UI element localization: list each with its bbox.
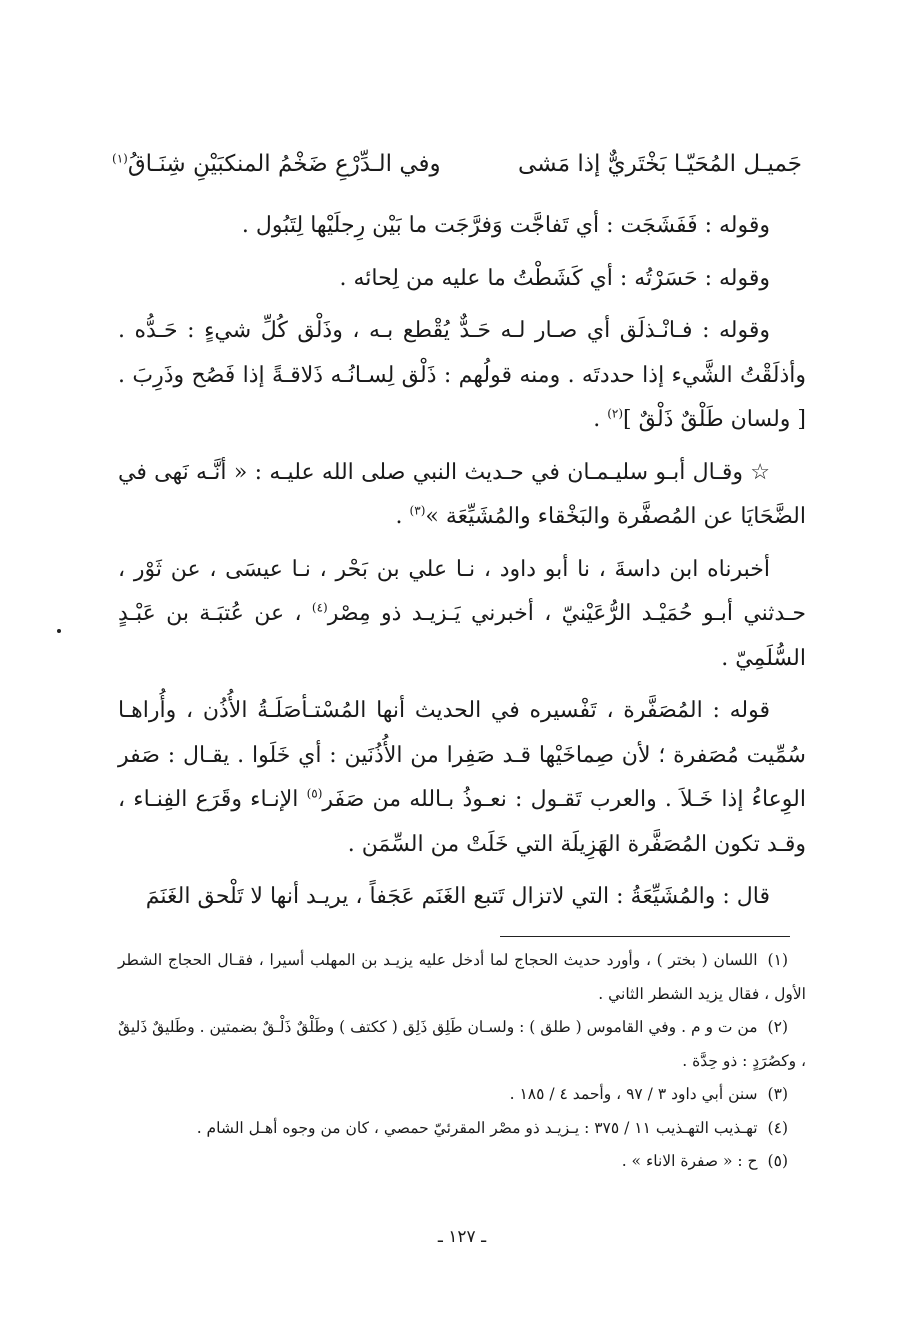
- footnote-ref: (٢): [607, 406, 624, 421]
- footnote-text: ح : « صفرة الاناء » .: [621, 1152, 758, 1170]
- footnote-separator: [500, 936, 790, 937]
- footnote-text: اللسان ( بختر ) ، وأورد حديث الحجاج لما أدخل عليه يزيـد بن المهلب أسيرا ، فقـال الحجاج الشطر الأول ، فقال يزيد الشطر الثاني .: [118, 951, 806, 1003]
- footnote-ref: (٣): [409, 503, 426, 518]
- verse-first-hemistich: جَميـل المُحَيّـا بَخْتَريٌّ إذا مَشى: [518, 151, 802, 177]
- footnote: [118, 1112, 806, 1146]
- paragraph: وقوله : حَسَرْتُه : أي كَشَطْتُ ما عليه من لِحائه .: [339, 265, 770, 291]
- footnote: [118, 1145, 806, 1179]
- paragraph: وقوله : فَفَشَجَت : أي تَفاجَّت وَفرَّجَت ما بَيْن رِجلَيْها لِتَبُول .: [241, 213, 770, 238]
- paragraph-text: قوله : المُصَفَّرة ، تَفْسيره في الحديث أنها المُسْتـأصَلَـةُ الأُذُن ، وأُراهـا سُمِّيت مُصَفرة ؛ لأن صِماخَيْها قـد صَفِرا من الأُذُنَين : أي خَلَوا . يقـال : صَفر الوِعاءُ إذا خَـلاَ . والعرب تَقـول : نعـوذُ بـالله من صَفَر: [118, 698, 806, 812]
- footnote-text: من ت و م . وفي القاموس ( طلق ) : ولسـان طَلِق ذَلِق ( ككتف ) وطَلْقٌ ذَلْـقٌ بضمتين . وطَليقٌ ذَليقٌ ، وكصُرَدٍ : ذو حِدَّة .: [118, 1018, 806, 1070]
- footnote-number: (١): [767, 951, 788, 969]
- page-number: ـ ١٢٧ ـ: [437, 1227, 487, 1247]
- footnote-text: تهـذيب التهـذيب ١١ / ٣٧٥ : يـزيـد ذو مصْر المقرئيّ حمصي ، كان من وجوه أهـل الشام .: [196, 1118, 758, 1137]
- paragraph-text: الإنـاء وقَرَع الفِنـاء ، وقـد تكون المُصَفَّرة الهَزِيلَة التي خَلَتْ من السِّمَن .: [118, 787, 806, 857]
- paragraph: [118, 309, 806, 443]
- margin-mark: [57, 629, 61, 633]
- paragraph: [118, 548, 806, 682]
- footnote: [118, 944, 806, 1011]
- paragraph-text: أخبرناه ابن داسةَ ، نا أبو داود ، نـا علي بن بَحْر ، نـا عيسَى ، عن ثَوْر ، حـدثني أبـو حُمَيْـد الرُّعَيْنيّ ، أخبرني يَـزيـد ذو مِصْر: [118, 556, 807, 626]
- verse-second-hemistich-text: وفي الـدِّرْعِ ضَخْمُ المنكبَيْنِ شِنَـاقُ: [127, 151, 441, 177]
- paragraph-end: .: [395, 504, 410, 529]
- paragraph: [118, 689, 806, 867]
- footnote-number: (٤): [767, 1118, 788, 1137]
- footnote-number: (٢): [767, 1018, 788, 1036]
- paragraph-text: ، عن عُتبَـة بن عَبْـدٍ السُّلَمِيّ .: [118, 601, 806, 671]
- paragraph-end: .: [593, 407, 608, 432]
- footnote-ref: (١): [112, 151, 128, 166]
- footnote-ref: (٤): [311, 600, 328, 615]
- footnote: [118, 1011, 806, 1078]
- footnote-number: (٥): [767, 1152, 788, 1170]
- paragraph: [118, 451, 806, 540]
- main-text: [118, 204, 806, 920]
- paragraph: قال : والمُشَيِّعَةُ : التي لاتزال تَتبع الغَنَم عَجَفاً ، يريـد أنها لا تَلْحق الغَنَمَ: [145, 884, 770, 909]
- paragraph-text: وقوله : فـانْـذلَق أي صـار لـه حَـدٌّ يُقْطع بـه ، وذَلْق كُلِّ شيءٍ : حَـدُّه . وأذلَقْتُ الشَّيء إذا حددتَه . ومنه قولُهم : ذَلْق لِسـانُـه ذَلاقـةً إذا فَصُح وذَرِبَ . [ ولسان طَلْقٌ ذَلْقٌ ]: [118, 318, 806, 432]
- paragraph-text: ☆ وقـال أبـو سليـمـان في حـديث النبي صلى الله عليـه : « أنَّـه نَهى في الضَّحَايَا عن المُصفَّرة والبَخْقاء والمُشَيِّعَة »: [118, 459, 806, 529]
- footnote-number: (٣): [767, 1085, 788, 1103]
- footnote: [118, 1078, 806, 1112]
- footnote-ref: (٥): [306, 786, 323, 801]
- poetry-verse: [112, 140, 802, 188]
- footnotes: [118, 944, 806, 1179]
- footnote-text: سنن أبي داود ٣ / ٩٧ ، وأحمد ٤ / ١٨٥ .: [509, 1085, 758, 1103]
- verse-second-hemistich: [112, 140, 441, 188]
